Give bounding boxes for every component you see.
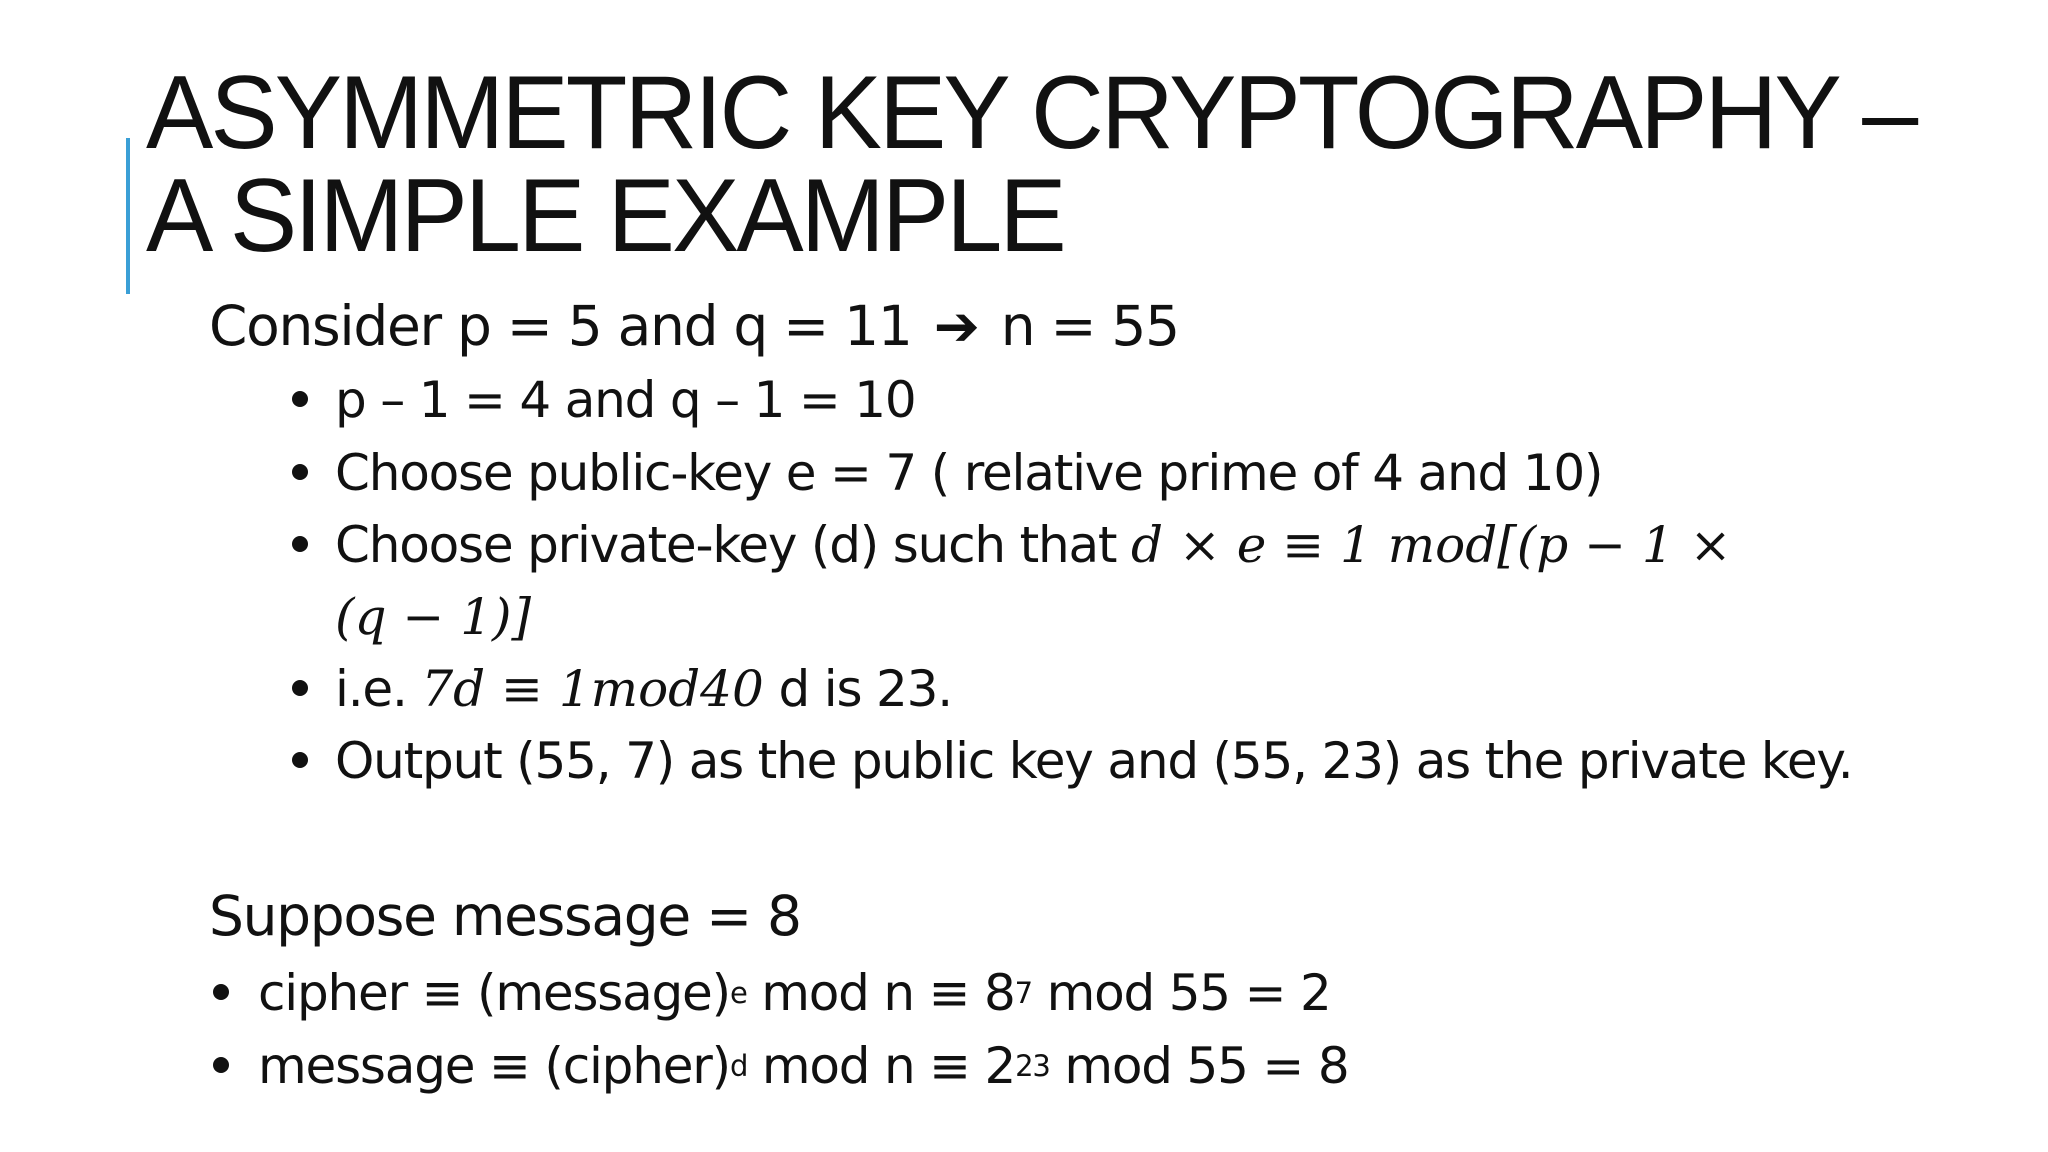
modular-equation: 7d ≡ 1mod40 [421, 660, 764, 718]
bullet-private-key [335, 515, 1732, 575]
exponent-d: d [729, 1048, 748, 1083]
bullet-dot [292, 391, 308, 407]
exponent-e: e [729, 975, 747, 1010]
bullet-output-keys: Output (55, 7) as the public key and (55, 23) as the private key. [335, 732, 1853, 790]
private-key-formula-line2: (q − 1)] [335, 588, 532, 646]
exponent-7: 7 [1014, 975, 1032, 1010]
slide-title: ASYMMETRIC KEY CRYPTOGRAPHY – A SIMPLE EXAMPLE [146, 55, 1916, 274]
bullet-ie-7d [335, 659, 952, 719]
bullet-dot [213, 1057, 229, 1073]
bullet-dot [292, 752, 308, 768]
right-arrow-icon: ➔ [933, 294, 979, 358]
cipher-middle: mod n ≡ 8 [746, 964, 1015, 1022]
cipher-equation-line [258, 963, 1331, 1023]
title-accent-bar [126, 138, 130, 294]
bullet-public-key: Choose public-key e = 7 ( relative prime of 4 and 10) [335, 444, 1603, 502]
bullet-dot [213, 984, 229, 1000]
message-suffix: mod 55 = 8 [1049, 1037, 1349, 1095]
private-key-formula: d × e ≡ 1 mod[(p − 1 × [1131, 516, 1732, 574]
consider-line [209, 296, 1179, 356]
ie-prefix: i.e. [335, 660, 407, 718]
bullet-dot [292, 536, 308, 552]
message-middle: mod n ≡ 2 [747, 1037, 1016, 1095]
bullet-dot [292, 464, 308, 480]
private-key-formula-continued [335, 587, 531, 647]
bullet-p-q-minus-one: p – 1 = 4 and q – 1 = 10 [335, 371, 916, 429]
n-value-text: n = 55 [1000, 294, 1179, 358]
consider-text: Consider p = 5 and q = 11 [209, 294, 912, 358]
message-prefix: message ≡ (cipher) [258, 1037, 730, 1095]
cipher-prefix: cipher ≡ (message) [258, 964, 730, 1022]
d-value-text: d is 23. [778, 660, 952, 718]
private-key-text: Choose private-key (d) such that [335, 516, 1117, 574]
message-equation-line [258, 1036, 1348, 1096]
cipher-suffix: mod 55 = 2 [1031, 964, 1331, 1022]
suppose-message-line: Suppose message = 8 [209, 884, 801, 948]
bullet-dot [292, 680, 308, 696]
exponent-23: 23 [1015, 1048, 1050, 1083]
